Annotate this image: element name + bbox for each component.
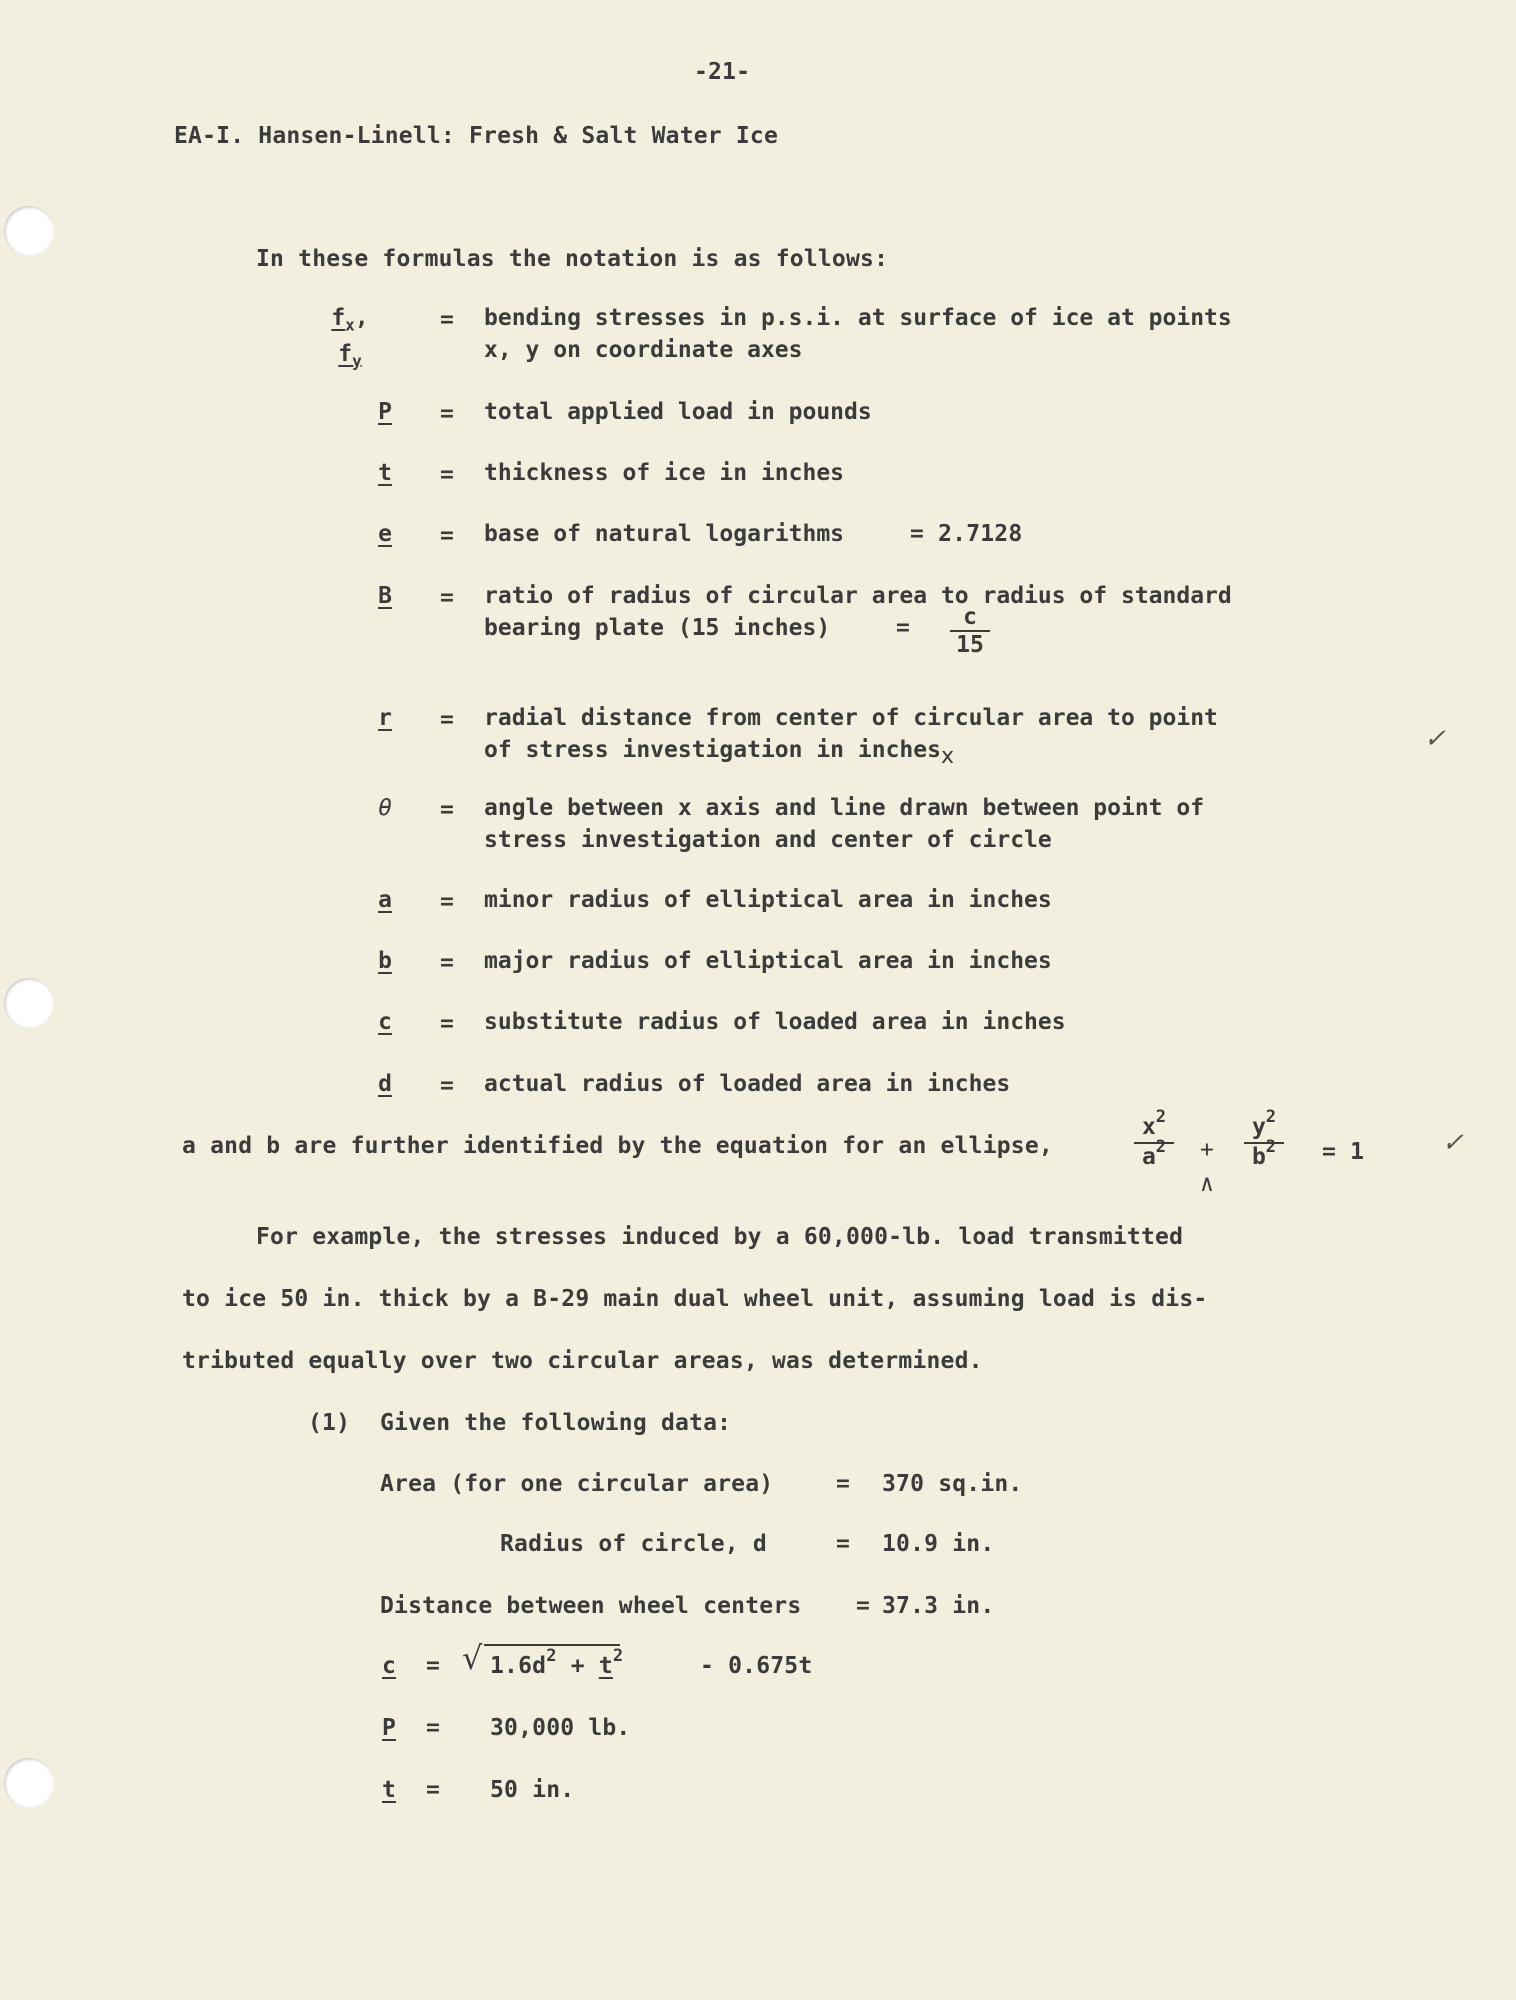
fraction-c-over-15: $\frac{c}{15}$ [950, 604, 990, 658]
definition-line: major radius of elliptical area in inches [484, 948, 1052, 974]
c-equation: $1.6d^2 + t^2$ [490, 1646, 624, 1679]
punch-hole [4, 978, 54, 1028]
equals-sign: = [440, 797, 454, 823]
equals-sign: = [426, 1653, 441, 1679]
symbol-t: t [378, 460, 392, 486]
definition-line: angle between x axis and line drawn between point of [484, 795, 1205, 821]
equals-sign: = [440, 950, 454, 976]
page-header: EA-I. Hansen-Linell: Fresh & Salt Water Ice [174, 123, 779, 149]
given-label: (1) [308, 1410, 351, 1436]
ellipse-text: a and b are further identified by the equation for an ellipse, [182, 1133, 1053, 1159]
definition-line: minor radius of elliptical area in inches [484, 887, 1052, 913]
equals-sign: = [440, 707, 454, 733]
paragraph-line: tributed equally over two circular areas, was determined. [182, 1348, 983, 1374]
ellipse-rhs: = 1 [1322, 1139, 1365, 1165]
definition-line: stress investigation and center of circle [484, 827, 1052, 853]
c-equation-tail: - 0.675t [700, 1653, 813, 1679]
definition-line: base of natural logarithms [484, 521, 845, 547]
equals-sign: = [856, 1593, 871, 1619]
check-mark: ✓ [1439, 1128, 1470, 1158]
equals-sign: = [440, 1073, 454, 1099]
equals-sign: = [426, 1777, 441, 1803]
sqrt-sign: √ [462, 1639, 483, 1677]
given-title: Given the following data: [380, 1410, 732, 1436]
intro-text: In these formulas the notation is as follows: [256, 246, 889, 272]
e-value: = 2.7128 [910, 521, 1023, 547]
punch-hole [4, 206, 54, 256]
definition-line: ratio of radius of circular area to radius of standard [484, 583, 1232, 609]
definition-line: thickness of ice in inches [484, 460, 845, 486]
punch-hole [4, 1758, 54, 1808]
page-number: -21- [694, 59, 751, 85]
equals-sign: = [836, 1471, 851, 1497]
t-value: 50 in. [490, 1777, 575, 1803]
symbol-theta: θ [378, 795, 392, 821]
symbol-fx-fy: $f_x$, $f_y$ [331, 305, 369, 371]
t-symbol: t [382, 1777, 397, 1803]
symbol-d: d [378, 1071, 392, 1097]
area-label: Area (for one circular area) [380, 1471, 774, 1497]
equals-sign: = [440, 307, 454, 333]
definition-line: actual radius of loaded area in inches [484, 1071, 1011, 1097]
definition-line: total applied load in pounds [484, 399, 872, 425]
symbol-a: a [378, 887, 392, 913]
definition-line: substitute radius of loaded area in inches [484, 1009, 1066, 1035]
equals-sign: = [426, 1715, 441, 1741]
p-value: 30,000 lb. [490, 1715, 631, 1741]
equals-sign: = [440, 1011, 454, 1037]
symbol-r: r [378, 705, 392, 731]
definition-line: bending stresses in p.s.i. at surface of ice at points [484, 305, 1232, 331]
paragraph-line: to ice 50 in. thick by a B-29 main dual wheel unit, assuming load is dis- [182, 1286, 1208, 1312]
symbol-b: B [378, 583, 392, 609]
caret-mark: ∧ [1200, 1171, 1215, 1197]
area-value: 370 sq.in. [882, 1471, 1023, 1497]
paragraph-line: For example, the stresses induced by a 60,000-lb. load transmitted [256, 1224, 1184, 1250]
symbol-b-major: b [378, 948, 392, 974]
radius-label: Radius of circle, d [500, 1531, 767, 1557]
symbol-e: e [378, 521, 392, 547]
plus-sign: + [1200, 1137, 1215, 1163]
distance-value: 37.3 in. [882, 1593, 995, 1619]
radius-value: 10.9 in. [882, 1531, 995, 1557]
definition-line: of stress investigation in inchesx [484, 737, 954, 769]
equals-sign: = [440, 585, 454, 611]
symbol-c: c [378, 1009, 392, 1035]
check-mark: ✓ [1421, 724, 1452, 754]
fraction-y2-over-b2: $\frac{y^2}{b^2}$ [1244, 1114, 1284, 1172]
equals-sign: = [836, 1531, 851, 1557]
equals-sign: = [896, 615, 911, 641]
definition-line: bearing plate (15 inches) [484, 615, 831, 641]
definition-line: x, y on coordinate axes [484, 337, 803, 363]
distance-label: Distance between wheel centers [380, 1593, 802, 1619]
c-symbol: c [382, 1653, 397, 1679]
equals-sign: = [440, 401, 454, 427]
equals-sign: = [440, 462, 454, 488]
symbol-p: P [378, 399, 392, 425]
equals-sign: = [440, 889, 454, 915]
definition-line: radial distance from center of circular area to point [484, 705, 1218, 731]
p-symbol: P [382, 1715, 397, 1741]
equals-sign: = [440, 523, 454, 549]
fraction-x2-over-a2: $\frac{x^2}{a^2}$ [1134, 1114, 1174, 1172]
